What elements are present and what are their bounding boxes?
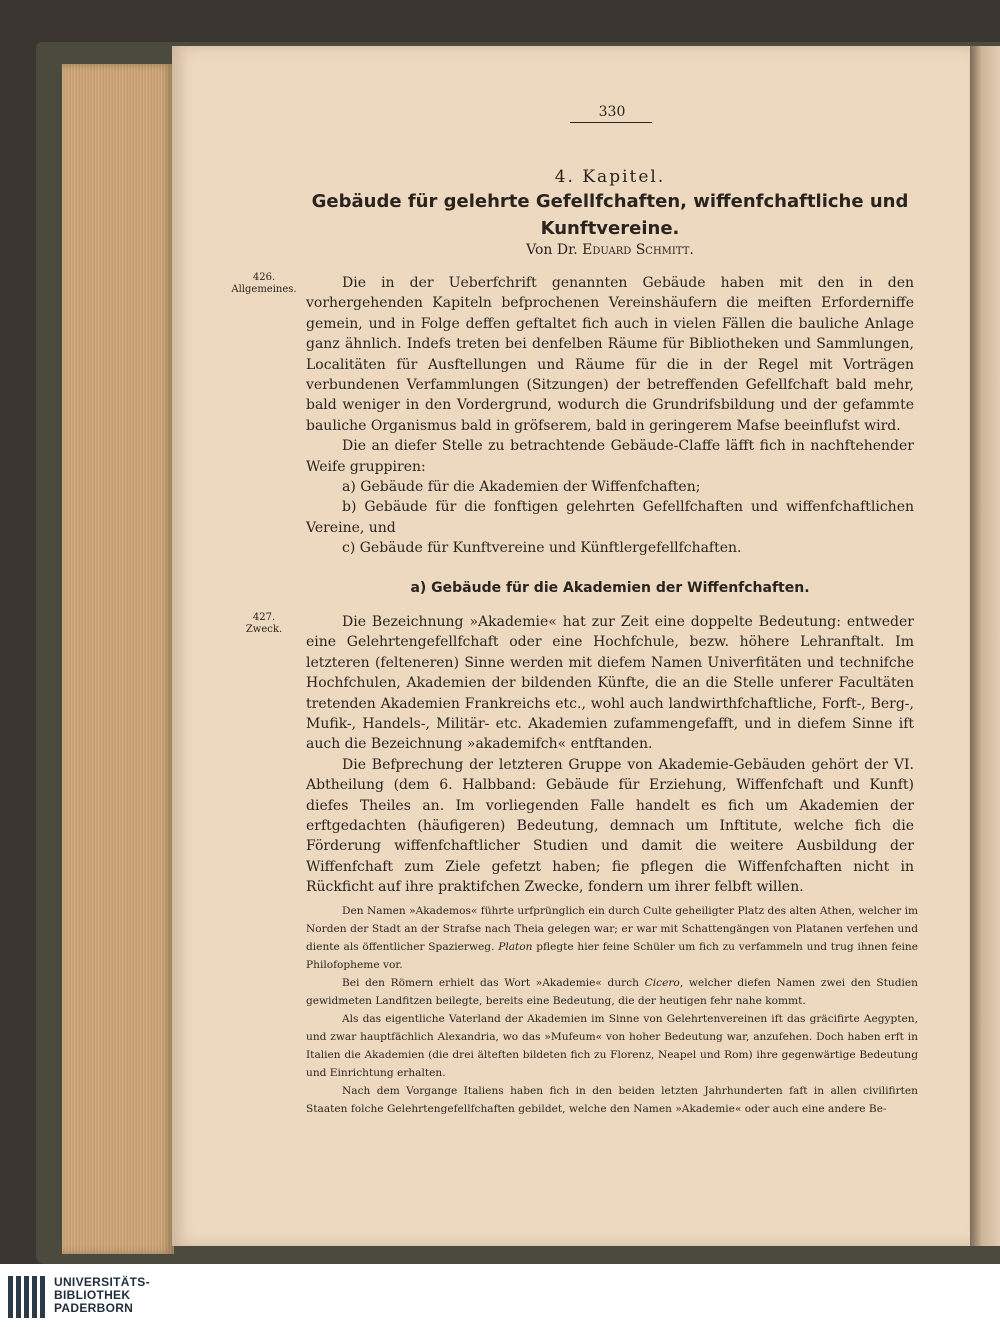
section-heading: a) Gebäude für die Akademien der Wiffenfchaften. xyxy=(410,580,810,596)
page-edges xyxy=(62,64,174,1254)
note-name: Cicero xyxy=(644,977,680,989)
margin-note-number: 426. xyxy=(252,272,276,283)
section-akademien xyxy=(306,612,914,898)
margin-note-label: Allgemeines. xyxy=(231,284,297,295)
facing-page-edge xyxy=(970,46,1000,1246)
list-item: c) Gebäude für Kunftvereine und Künftlergefellfchaften. xyxy=(342,540,742,557)
margin-note-label: Zweck. xyxy=(245,624,283,635)
note-paragraph: Nach dem Vorgange Italiens haben fich in den beiden letzten Jahrhunderten faft in allen civilifirten Staaten folche Gelehrtengefellfchaften gebildet, welche den Namen »Akademie« oder auch eine andere Be- xyxy=(306,1085,918,1115)
footnotes xyxy=(306,902,918,1118)
paragraph: Die Bezeichnung »Akademie« hat zur Zeit eine doppelte Bedeutung: entweder eine Gelehrtengefellfchaft oder eine Hochfchule, bezw. höhere Lehranftalt. Im letzteren (felteneren) Sinne werden mit diefem Namen Univerfitäten und technifche Hochfchulen, Akademien der bildenden Künfte, die an die Stelle unferer Facultäten tretenden Akademien Frankreichs etc., wohl auch landwirthfchaftliche, Forft-, Berg-, Mufik-, Handels-, Militär- etc. Akademien zufammengefafft, und in diefem Sinne ift auch die Bezeichnung »akademifch« entftanden. xyxy=(306,614,914,753)
paragraph: Die in der Ueberfchrift genannten Gebäude haben mit den in den vorhergehenden Kapiteln befprochenen Vereinshäufern die meiften Erforderniffe gemein, und in Folge deffen geftaltet fich auch in vielen Fällen die bauliche Anlage ganz ähnlich. Indefs treten bei denfelben Räume für Bibliotheken und Sammlungen, Localitäten für Ausftellungen und Räume für die in der Regel mit Vorträgen verbundenen Verfammlungen (Sitzungen) der betreffenden Gefellfchaft bald mehr, bald weniger in den Vordergrund, wodurch die Grundrifsbildung und der gefammte bauliche Organismus bald in gröfserem, bald in geringerem Mafse beeinflufst wird. xyxy=(306,275,914,434)
author-line xyxy=(300,242,920,258)
author-name: Eduard Schmitt. xyxy=(582,242,694,258)
library-logo xyxy=(8,1276,168,1322)
library-logo-icon xyxy=(8,1276,50,1318)
margin-note-426 xyxy=(228,272,300,296)
margin-note-427 xyxy=(228,612,300,636)
note-paragraph: Als das eigentliche Vaterland der Akademien im Sinne von Gelehrtenvereinen ift das gräcifirte Aegypten, und zwar hauptfächlich Alexandria, wo das »Mufeum« von hoher Bedeutung war, anzufehen. Doch haben erft in Italien die Akademien (die drei älteften bildeten fich zu Florenz, Neapel und Rom) ihre gegenwärtige Bedeutung und Einrichtung erhalten. xyxy=(306,1013,918,1079)
list-item: b) Gebäude für die fonftigen gelehrten Gefellfchaften und wiffenfchaftlichen Vereine, und xyxy=(306,499,914,536)
chapter-label: 4. Kapitel. xyxy=(554,167,666,187)
note-paragraph: Bei den Römern erhielt das Wort »Akademie« durch Cicero, welcher diefen Namen zwei den Studien gewidmeten Landfitzen beilegte, bereits eine Bedeutung, die der heutigen fehr nahe kommt. xyxy=(306,977,918,1007)
chapter-title: Gebäude für gelehrte Gefellfchaften, wiffenfchaftliche und Kunftvereine. xyxy=(311,191,909,239)
note-paragraph: Den Namen »Akademos« führte urfprünglich ein durch Culte geheiligter Platz des alten Athen, welcher im Norden der Stadt an der Strafse nach Theia gelegen war; er war mit Schattengängen von Platanen verfehen und diente als öffentlicher Spazierweg. Platon pflegte hier feine Schüler um fich zu verfammeln und trug ihnen feine Philofopheme vor. xyxy=(306,905,919,971)
page-number: 330 xyxy=(598,104,626,120)
paragraph: Die Befprechung der letzteren Gruppe von Akademie-Gebäuden gehört der VI. Abtheilung (dem 6. Halbband: Gebäude für Erziehung, Wiffenfchaft und Kunft) diefes Theiles an. Im vorliegenden Falle handelt es fich um Akademien der erftgedachten (häufigeren) Bedeutung, demnach um Inftitute, welche fich die Förderung wiffenfchaftlicher Studien und damit die weitere Ausbildung der Wiffenfchaft zum Ziele gefetzt haben; fie pflegen die Wiffenfchaften nicht in Rückficht auf ihre praktifchen Zwecke, fondern um ihrer felbft willen. xyxy=(306,756,914,896)
paragraph: Die an diefer Stelle zu betrachtende Gebäude-Claffe läfft fich in nachftehender Weife gruppiren: xyxy=(306,438,914,475)
author-prefix: Von Dr. xyxy=(526,242,578,258)
library-logo-text: UNIVERSITÄTS- BIBLIOTHEK PADERBORN xyxy=(54,1275,150,1315)
section-intro xyxy=(306,273,914,559)
note-name: Platon xyxy=(498,941,533,953)
list-item: a) Gebäude für die Akademien der Wiffenfchaften; xyxy=(342,479,701,496)
page-number-rule xyxy=(570,122,652,123)
margin-note-number: 427. xyxy=(252,612,276,623)
